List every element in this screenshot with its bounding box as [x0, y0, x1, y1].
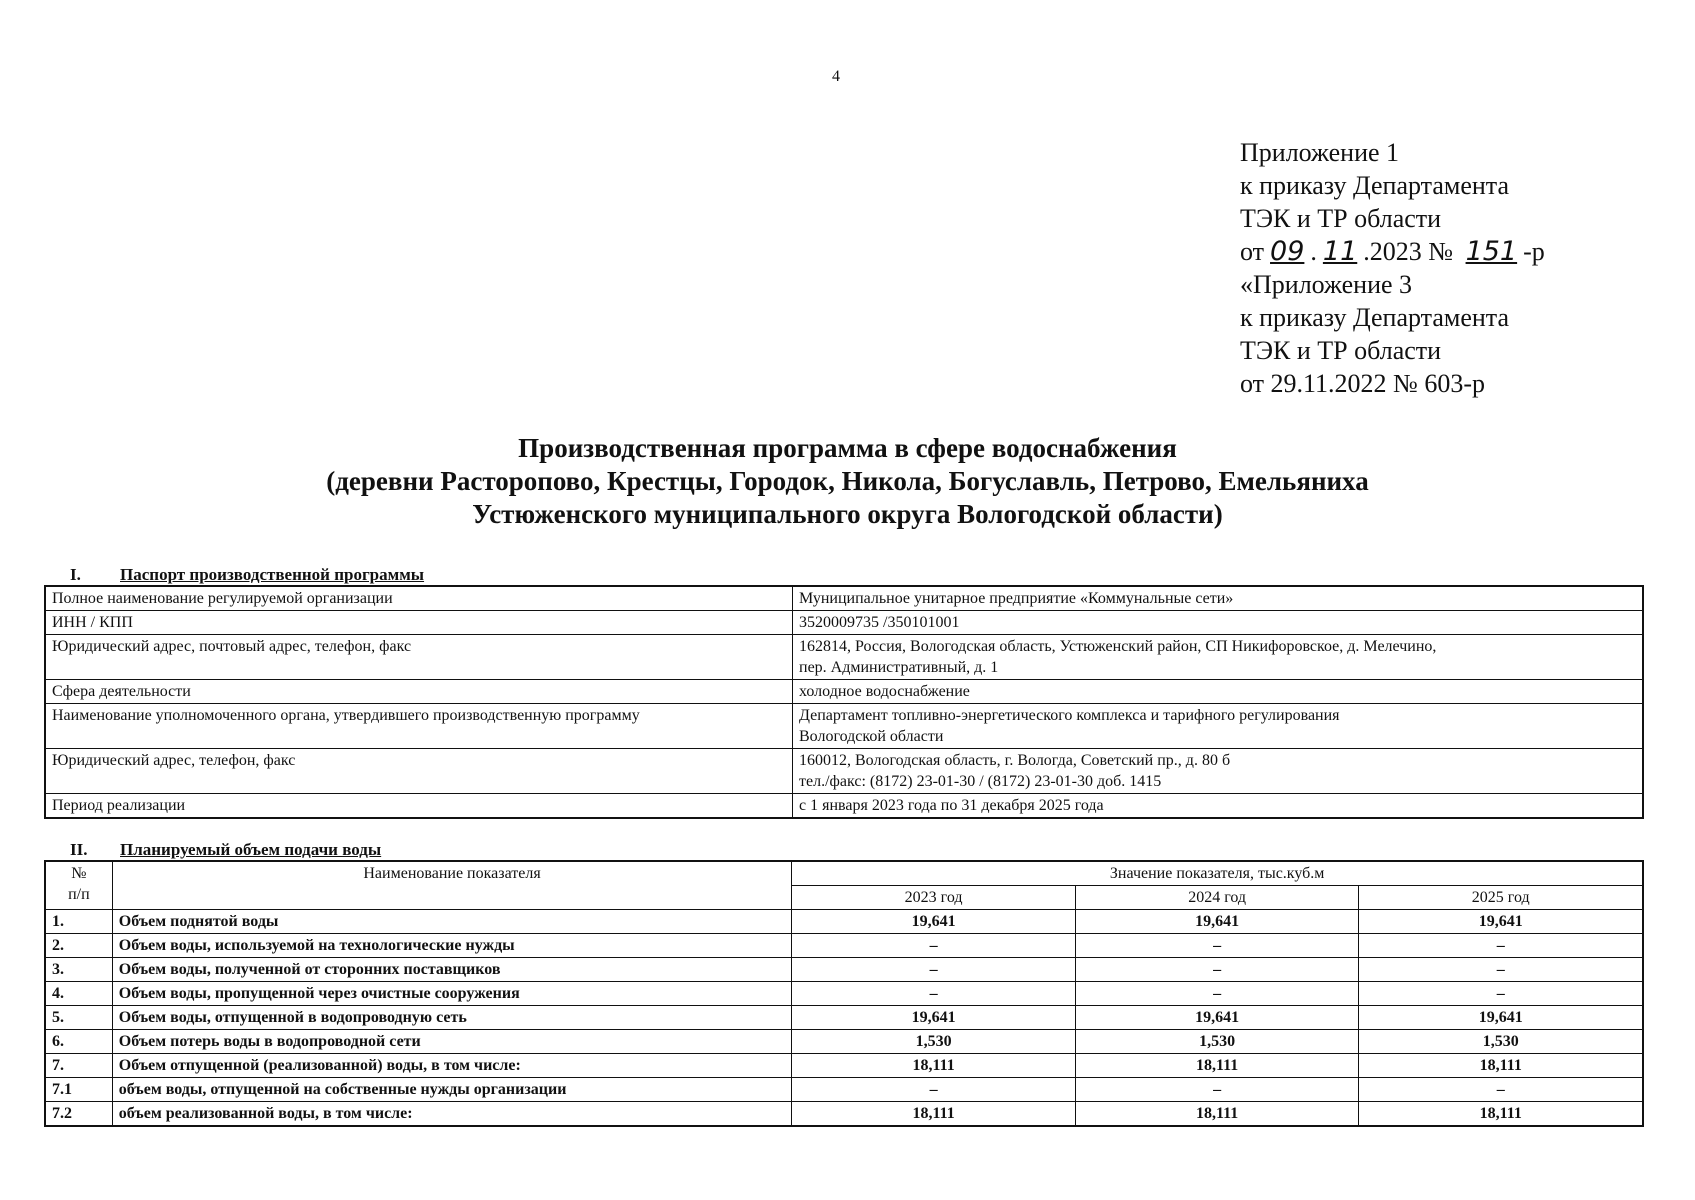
- handwritten-order-number: 151: [1465, 236, 1518, 267]
- row-number-cell: 3.: [45, 958, 112, 982]
- date-prefix: от: [1240, 237, 1265, 266]
- passport-value-cell: [793, 586, 1644, 611]
- passport-label-cell: Юридический адрес, телефон, факс: [45, 749, 793, 794]
- appendix-line: Приложение 1: [1240, 138, 1400, 167]
- passport-label-cell: Сфера деятельности: [45, 680, 793, 704]
- row-number-cell: 1.: [45, 910, 112, 934]
- appendix-line: ТЭК и ТР области: [1240, 336, 1442, 365]
- value-cell: –: [792, 982, 1076, 1006]
- value-cell: –: [1359, 982, 1643, 1006]
- value-cell: 19,641: [792, 910, 1076, 934]
- value-cell: 19,641: [1359, 1006, 1643, 1030]
- handwritten-day: 09: [1270, 236, 1305, 267]
- indicator-name-cell: Объем воды, используемой на технологические нужды: [112, 934, 792, 958]
- value-cell: 18,111: [1359, 1054, 1643, 1078]
- indicator-name-cell: Объем воды, полученной от сторонних поставщиков: [112, 958, 792, 982]
- volume-table: [44, 860, 1644, 1127]
- value-cell: 18,111: [1359, 1102, 1643, 1127]
- passport-value-cell: [793, 794, 1644, 819]
- value-cell: 19,641: [1359, 910, 1643, 934]
- table-row: [45, 1030, 1643, 1054]
- passport-value-line: тел./факс: (8172) 23-01-30 / (8172) 23-01-30 доб. 1415: [799, 773, 1162, 790]
- table-row: [45, 680, 1643, 704]
- table-row: [45, 611, 1643, 635]
- table-row: [45, 1006, 1643, 1030]
- passport-value-cell: [793, 635, 1644, 680]
- value-cell: –: [1075, 934, 1359, 958]
- indicator-name-cell: Объем потерь воды в водопроводной сети: [112, 1030, 792, 1054]
- appendix-line: к приказу Департамента: [1240, 303, 1510, 332]
- header-value-group: Значение показателя, тыс.куб.м: [792, 861, 1643, 886]
- appendix-line: «Приложение 3: [1240, 270, 1413, 299]
- header-num-cell: [45, 861, 112, 910]
- passport-table: [44, 585, 1644, 819]
- page-number: 4: [832, 68, 840, 85]
- passport-value-line: пер. Административный, д. 1: [799, 659, 999, 676]
- section-heading-passport: [70, 565, 424, 585]
- table-row: [45, 749, 1643, 794]
- value-cell: 18,111: [792, 1054, 1076, 1078]
- appendix-line: к приказу Департамента: [1240, 171, 1510, 200]
- table-row: [45, 982, 1643, 1006]
- passport-label-cell: Период реализации: [45, 794, 793, 819]
- value-cell: –: [1359, 1078, 1643, 1102]
- passport-value-cell: [793, 749, 1644, 794]
- row-number-cell: 6.: [45, 1030, 112, 1054]
- indicator-name-cell: объем воды, отпущенной на собственные нужды организации: [112, 1078, 792, 1102]
- header-year-cell: 2024 год: [1075, 886, 1359, 910]
- table-row: [45, 1054, 1643, 1078]
- value-cell: –: [1075, 982, 1359, 1006]
- passport-value-line: Вологодской области: [799, 728, 944, 745]
- passport-label-cell: Юридический адрес, почтовый адрес, телефон, факс: [45, 635, 793, 680]
- header-year-cell: 2023 год: [792, 886, 1076, 910]
- table-row: [45, 910, 1643, 934]
- table-row: [45, 794, 1643, 819]
- passport-value-line: 162814, Россия, Вологодская область, Устюженский район, СП Никифоровское, д. Мелечино,: [799, 638, 1437, 655]
- section-title: Планируемый объем подачи воды: [120, 840, 382, 859]
- title-line: Устюженского муниципального округа Вологодской области): [472, 499, 1223, 529]
- row-number-cell: 5.: [45, 1006, 112, 1030]
- value-cell: –: [1359, 958, 1643, 982]
- header-num-line1: №: [71, 865, 87, 882]
- appendix-block: [1240, 136, 1545, 400]
- passport-value-line: с 1 января 2023 года по 31 декабря 2025 года: [799, 797, 1104, 814]
- section-number: II.: [70, 840, 88, 859]
- passport-value-line: 160012, Вологодская область, г. Вологда, Советский пр., д. 80 б: [799, 752, 1231, 769]
- header-num-line2: п/п: [68, 886, 90, 903]
- passport-value-cell: [793, 680, 1644, 704]
- value-cell: 1,530: [1359, 1030, 1643, 1054]
- value-cell: 18,111: [792, 1102, 1076, 1127]
- value-cell: 18,111: [1075, 1054, 1359, 1078]
- table-row: [45, 704, 1643, 749]
- section-title: Паспорт производственной программы: [120, 565, 425, 584]
- value-cell: –: [792, 1078, 1076, 1102]
- table-row: [45, 635, 1643, 680]
- indicator-name-cell: Объем воды, пропущенной через очистные сооружения: [112, 982, 792, 1006]
- row-number-cell: 7.2: [45, 1102, 112, 1127]
- value-cell: 19,641: [1075, 910, 1359, 934]
- appendix-date-line: от 09 . 11 .2023 № 151 -р: [1240, 236, 1545, 267]
- appendix-line: от 29.11.2022 № 603-р: [1240, 369, 1486, 398]
- value-cell: 1,530: [792, 1030, 1076, 1054]
- value-cell: –: [792, 958, 1076, 982]
- passport-value-line: Муниципальное унитарное предприятие «Коммунальные сети»: [799, 590, 1234, 607]
- header-name-cell: Наименование показателя: [112, 861, 792, 910]
- passport-label-cell: ИНН / КПП: [45, 611, 793, 635]
- passport-label-cell: Наименование уполномоченного органа, утвердившего производственную программу: [45, 704, 793, 749]
- row-number-cell: 7.: [45, 1054, 112, 1078]
- indicator-name-cell: Объем воды, отпущенной в водопроводную сеть: [112, 1006, 792, 1030]
- passport-value-cell: [793, 611, 1644, 635]
- row-number-cell: 4.: [45, 982, 112, 1006]
- value-cell: 19,641: [792, 1006, 1076, 1030]
- indicator-name-cell: Объем отпущенной (реализованной) воды, в том числе:: [112, 1054, 792, 1078]
- date-year: .2023 №: [1363, 237, 1454, 266]
- value-cell: 18,111: [1075, 1102, 1359, 1127]
- table-header-row: [45, 861, 1643, 886]
- table-row: [45, 1102, 1643, 1127]
- header-year-cell: 2025 год: [1359, 886, 1643, 910]
- value-cell: –: [1359, 934, 1643, 958]
- indicator-name-cell: объем реализованной воды, в том числе:: [112, 1102, 792, 1127]
- order-suffix: -р: [1523, 237, 1545, 266]
- passport-value-line: 3520009735 /350101001: [799, 614, 960, 631]
- document-title: [0, 432, 1695, 531]
- title-line: (деревни Расторопово, Крестцы, Городок, Никола, Богуславль, Петрово, Емельяниха: [326, 466, 1369, 496]
- handwritten-month: 11: [1322, 236, 1358, 267]
- value-cell: 19,641: [1075, 1006, 1359, 1030]
- row-number-cell: 2.: [45, 934, 112, 958]
- passport-value-line: Департамент топливно-энергетического комплекса и тарифного регулирования: [799, 707, 1340, 724]
- appendix-line: ТЭК и ТР области: [1240, 204, 1442, 233]
- row-number-cell: 7.1: [45, 1078, 112, 1102]
- section-number: I.: [70, 565, 81, 584]
- title-line: Производственная программа в сфере водоснабжения: [518, 433, 1177, 463]
- value-cell: –: [1075, 1078, 1359, 1102]
- section-heading-volume: [70, 840, 381, 860]
- table-row: [45, 1078, 1643, 1102]
- table-row: [45, 586, 1643, 611]
- table-row: [45, 934, 1643, 958]
- value-cell: –: [1075, 958, 1359, 982]
- passport-value-cell: [793, 704, 1644, 749]
- indicator-name-cell: Объем поднятой воды: [112, 910, 792, 934]
- value-cell: 1,530: [1075, 1030, 1359, 1054]
- table-row: [45, 958, 1643, 982]
- passport-value-line: холодное водоснабжение: [799, 683, 970, 700]
- passport-label-cell: Полное наименование регулируемой организации: [45, 586, 793, 611]
- value-cell: –: [792, 934, 1076, 958]
